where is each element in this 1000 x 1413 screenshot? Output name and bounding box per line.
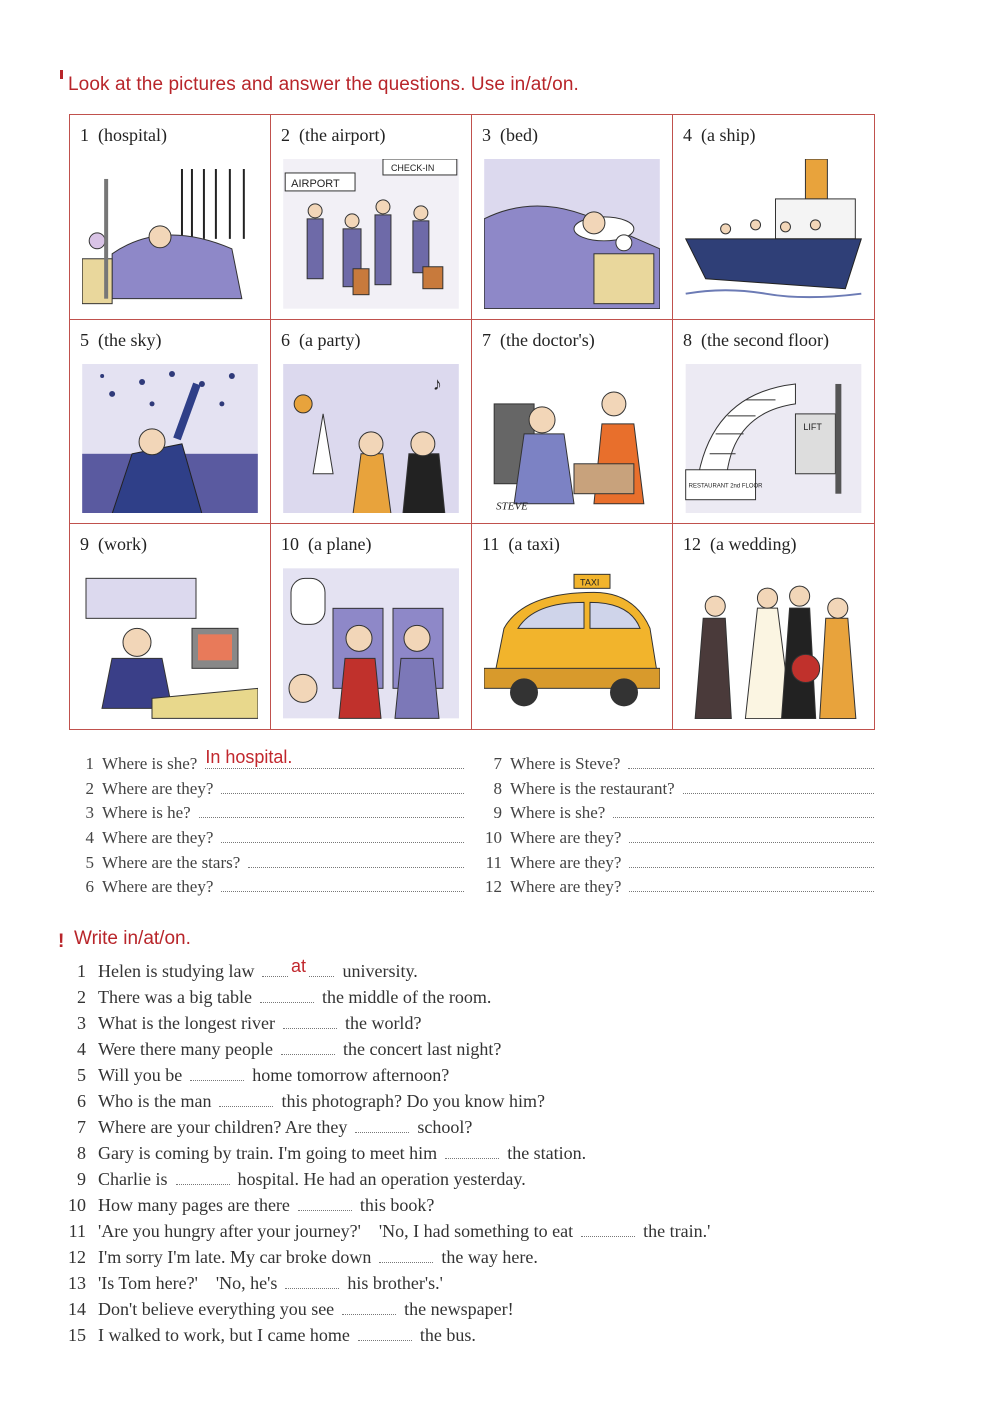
blank-field[interactable] [219,1094,273,1107]
question-row: 3 Where is he? [68,803,464,828]
blank-field[interactable] [379,1250,433,1263]
cell-label: 10 (a plane) [281,534,372,555]
picture-cell-work [70,524,271,729]
sentence-row: 2 There was a big table the middle of the room. [77,987,492,1007]
exercise-1-title: Look at the pictures and answer the questions. Use in/at/on. [68,74,579,95]
picture-cell-plane [271,524,472,729]
answer-field[interactable] [199,803,464,818]
sentence-row: 1 Helen is studying law at university. [77,956,418,981]
question-row: 4 Where are they? [68,828,464,853]
cell-label: 4 (a ship) [683,125,756,145]
stars-icon [82,364,258,514]
picture-cell-doctors [472,320,673,525]
cell-label: 9 (work) [80,534,147,555]
picture-cell-wedding [673,524,874,729]
answer-text: at [290,956,306,976]
answer-field[interactable] [629,828,874,843]
blank-field[interactable] [342,1302,396,1315]
cell-label: 2 (the airport) [281,125,386,145]
picture-cell-airport [271,115,472,320]
cell-label: 1 (hospital) [80,125,167,145]
picture-grid [69,114,875,730]
cell-label: 5 (the sky) [80,329,162,350]
picture-cell-sky [70,320,271,525]
sentence-row: 4 Were there many people the concert last night? [77,1039,502,1059]
party-icon [283,364,459,514]
answer-field[interactable] [221,828,464,843]
office-icon [82,568,258,719]
answer-field[interactable] [613,803,874,818]
exercise-1-marker [60,70,63,79]
exercise-2-marker: ! [58,931,65,952]
answer-field[interactable] [629,877,874,892]
sentence-row: 11 'Are you hungry after your journey?' 'No, I had something to eat the train.' [68,1221,711,1241]
question-row: 11 Where are they? [476,853,874,878]
blank-field[interactable] [281,1042,335,1055]
sentence-list [62,956,892,1351]
sentence-row: 14 Don't believe everything you see the newspaper! [68,1299,514,1319]
wedding-icon [685,568,862,719]
cell-label: 8 (the second floor) [683,329,829,350]
blank-field[interactable] [581,1224,635,1237]
question-row: 10 Where are they? [476,828,874,853]
cell-label: 7 (the doctor's) [482,329,595,350]
sentence-row: 10 How many pages are there this book? [68,1195,435,1215]
answer-text: In hospital. [205,747,293,767]
sentence-row: 15 I walked to work, but I came home the bus. [68,1325,476,1345]
sentence-row: 3 What is the longest river the world? [77,1013,422,1033]
blank-field[interactable] [190,1068,244,1081]
picture-cell-party [271,320,472,525]
sentence-row: 12 I'm sorry I'm late. My car broke down the way here. [68,1247,538,1267]
sentence-row: 9 Charlie is hospital. He had an operation yesterday. [77,1169,526,1189]
ship-icon [685,159,862,309]
plane-icon [283,568,459,719]
hospital-bed-icon [82,159,258,309]
staircase-icon [685,364,862,514]
sentence-row: 5 Will you be home tomorrow afternoon? [77,1065,450,1085]
svg-text:♪: ♪ [432,373,442,394]
questions-left [68,747,464,902]
blank-field[interactable] [298,1198,352,1211]
picture-cell-ship [673,115,874,320]
blank-field[interactable] [445,1146,499,1159]
blank-field[interactable] [262,956,334,977]
doctor-icon [484,364,660,514]
picture-cell-taxi [472,524,673,729]
cell-label: 3 (bed) [482,125,538,145]
answer-field[interactable] [205,747,464,769]
answer-field[interactable] [629,853,874,868]
steve-caption: STEVE [496,500,528,513]
taxi-icon [484,568,660,719]
question-row: 7 Where is Steve? [476,754,874,779]
question-row: 2 Where are they? [68,779,464,804]
answer-field[interactable] [221,877,464,892]
answer-field[interactable] [628,754,874,769]
cell-label: 6 (a party) [281,329,361,350]
question-row: 1 Where is she? In hospital. [68,754,464,779]
sentence-row: 7 Where are your children? Are they school? [77,1117,473,1137]
cell-label: 11 (a taxi) [482,534,560,555]
blank-field[interactable] [355,1120,409,1133]
sentence-row: 13 'Is Tom here?' 'No, he's his brother's.' [68,1273,443,1293]
restaurant-sign: RESTAURANT 2nd FLOOR [688,483,763,490]
bed-icon [484,159,660,309]
sentence-row: 8 Gary is coming by train. I'm going to meet him the station. [77,1143,587,1163]
lift-sign: LIFT [803,421,822,432]
blank-field[interactable] [285,1276,339,1289]
check-in-sign: CHECK-IN [390,162,435,173]
sentence-row: 6 Who is the man this photograph? Do you know him? [77,1091,545,1111]
question-row: 5 Where are the stars? [68,853,464,878]
taxi-sign: TAXI [580,577,600,588]
answer-field[interactable] [221,779,464,794]
exercise-2-title: Write in/at/on. [74,928,191,949]
question-row: 12 Where are they? [476,877,874,902]
picture-cell-second-floor [673,320,874,525]
picture-cell-bed [472,115,673,320]
picture-cell-hospital [70,115,271,320]
airport-icon [283,159,459,309]
question-row: 8 Where is the restaurant? [476,779,874,804]
blank-field[interactable] [176,1172,230,1185]
blank-field[interactable] [283,1016,337,1029]
answer-field[interactable] [248,853,464,868]
blank-field[interactable] [260,990,314,1003]
blank-field[interactable] [358,1328,412,1341]
questions-right [476,754,874,902]
answer-field[interactable] [683,779,874,794]
cell-label: 12 (a wedding) [683,534,797,555]
question-row: 6 Where are they? [68,877,464,902]
question-row: 9 Where is she? [476,803,874,828]
airport-sign: AIRPORT [291,177,340,190]
